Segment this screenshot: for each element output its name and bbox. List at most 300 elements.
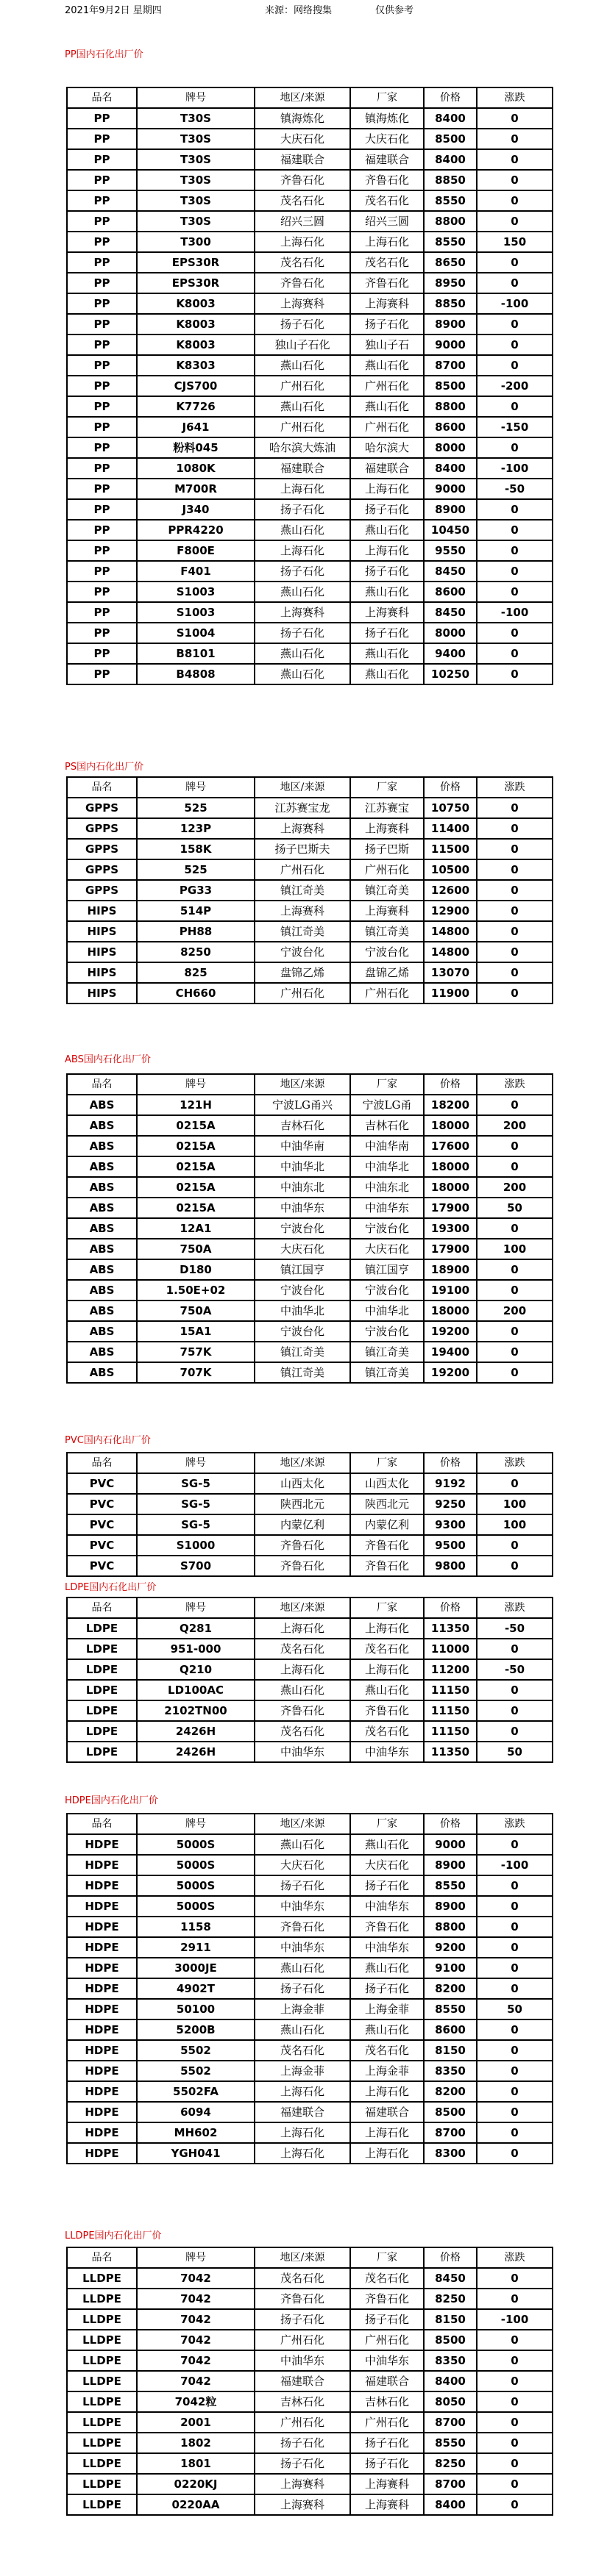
product-cell: GPPS [67, 839, 137, 859]
grade-cell: 0220KJ [137, 2474, 255, 2494]
grade-cell: 7042 [137, 2350, 255, 2371]
change-cell: 0 [477, 129, 553, 149]
grade-cell: 7042 [137, 2371, 255, 2391]
table-header-row [67, 1453, 553, 1473]
maker-cell: 内蒙亿利 [350, 1514, 424, 1535]
table-row [67, 2412, 553, 2433]
maker-cell: 茂名石化 [350, 2040, 424, 2061]
region-cell: 齐鲁石化 [255, 273, 350, 293]
table-row [67, 664, 553, 684]
region-cell: 燕山石化 [255, 2019, 350, 2040]
product-cell: PP [67, 376, 137, 396]
hdpe-section-title: HDPE国内石化出厂价 [65, 1795, 158, 1806]
price-cell: 11400 [424, 818, 477, 839]
change-cell: 0 [477, 1156, 553, 1177]
maker-cell: 茂名石化 [350, 1639, 424, 1659]
table-row [67, 2350, 553, 2371]
maker-cell: 广州石化 [350, 983, 424, 1003]
product-cell: LLDPE [67, 2453, 137, 2474]
change-cell: 200 [477, 1177, 553, 1198]
product-cell: HDPE [67, 1958, 137, 1978]
price-cell: 8500 [424, 2102, 477, 2122]
price-cell: 8300 [424, 2143, 477, 2164]
table-row [67, 2371, 553, 2391]
grade-cell: 0220AA [137, 2494, 255, 2515]
grade-cell: YGH041 [137, 2143, 255, 2164]
change-cell: 150 [477, 232, 553, 252]
product-cell: PP [67, 129, 137, 149]
column-header: 涨跌 [477, 1453, 553, 1473]
price-cell: 8250 [424, 2289, 477, 2309]
change-cell: 0 [477, 170, 553, 190]
price-cell: 11350 [424, 1742, 477, 1762]
change-cell: -200 [477, 376, 553, 396]
price-cell: 11900 [424, 983, 477, 1003]
grade-cell: 12A1 [137, 1218, 255, 1239]
table-row [67, 1999, 553, 2019]
grade-cell: S1003 [137, 602, 255, 623]
grade-cell: 5502FA [137, 2081, 255, 2102]
product-cell: HDPE [67, 2061, 137, 2081]
column-header: 价格 [424, 1814, 477, 1834]
product-cell: LDPE [67, 1659, 137, 1680]
product-cell: HDPE [67, 1978, 137, 1999]
grade-cell: PH88 [137, 921, 255, 942]
table-row [67, 2061, 553, 2081]
change-cell: -50 [477, 1618, 553, 1639]
region-cell: 燕山石化 [255, 1958, 350, 1978]
table-row [67, 479, 553, 499]
region-cell: 大庆石化 [255, 1239, 350, 1259]
grade-cell: 525 [137, 859, 255, 880]
grade-cell: SG-5 [137, 1473, 255, 1494]
change-cell: -100 [477, 293, 553, 314]
change-cell: 0 [477, 2081, 553, 2102]
region-cell: 上海赛科 [255, 901, 350, 921]
price-cell: 8200 [424, 2081, 477, 2102]
region-cell: 扬子石化 [255, 499, 350, 520]
grade-cell: 粉料045 [137, 437, 255, 458]
column-header: 品名 [67, 1074, 137, 1095]
maker-cell: 镇江奇美 [350, 880, 424, 901]
column-header: 价格 [424, 777, 477, 798]
grade-cell: 5000S [137, 1834, 255, 1855]
product-cell: ABS [67, 1136, 137, 1156]
column-header: 厂家 [350, 1453, 424, 1473]
region-cell: 宁波台化 [255, 1218, 350, 1239]
table-row [67, 314, 553, 334]
price-cell: 8600 [424, 2019, 477, 2040]
change-cell: 0 [477, 1700, 553, 1721]
region-cell: 哈尔滨大炼油 [255, 437, 350, 458]
product-cell: LDPE [67, 1639, 137, 1659]
maker-cell: 中油华北 [350, 1300, 424, 1321]
table-row [67, 1239, 553, 1259]
price-cell: 9000 [424, 1834, 477, 1855]
table-row [67, 273, 553, 293]
change-cell: 0 [477, 1834, 553, 1855]
region-cell: 镇江奇美 [255, 880, 350, 901]
grade-cell: 3000JE [137, 1958, 255, 1978]
table-row [67, 1514, 553, 1535]
maker-cell: 上海石化 [350, 540, 424, 561]
region-cell: 广州石化 [255, 983, 350, 1003]
maker-cell: 扬子石化 [350, 623, 424, 643]
region-cell: 齐鲁石化 [255, 2289, 350, 2309]
region-cell: 燕山石化 [255, 643, 350, 664]
region-cell: 上海石化 [255, 1618, 350, 1639]
product-cell: PP [67, 602, 137, 623]
change-cell: 0 [477, 839, 553, 859]
price-cell: 9000 [424, 479, 477, 499]
product-cell: LLDPE [67, 2433, 137, 2453]
change-cell: 0 [477, 314, 553, 334]
region-cell: 吉林石化 [255, 2391, 350, 2412]
table-row [67, 252, 553, 273]
maker-cell: 燕山石化 [350, 643, 424, 664]
maker-cell: 福建联合 [350, 2371, 424, 2391]
table-header-row [67, 2247, 553, 2268]
product-cell: LDPE [67, 1700, 137, 1721]
region-cell: 扬子石化 [255, 1875, 350, 1896]
grade-cell: 1802 [137, 2433, 255, 2453]
column-header: 涨跌 [477, 2247, 553, 2268]
table-row [67, 643, 553, 664]
product-cell: PP [67, 273, 137, 293]
table-row [67, 458, 553, 479]
price-cell: 17900 [424, 1239, 477, 1259]
product-cell: PVC [67, 1514, 137, 1535]
price-cell: 8500 [424, 129, 477, 149]
product-cell: PP [67, 499, 137, 520]
column-header: 涨跌 [477, 1814, 553, 1834]
product-cell: ABS [67, 1362, 137, 1383]
price-cell: 9000 [424, 334, 477, 355]
grade-cell: S1003 [137, 582, 255, 602]
change-cell: 0 [477, 540, 553, 561]
product-cell: LDPE [67, 1618, 137, 1639]
column-header: 厂家 [350, 1598, 424, 1618]
pp-section-title: PP国内石化出厂价 [65, 49, 143, 60]
product-cell: PP [67, 355, 137, 376]
change-cell: 0 [477, 108, 553, 129]
price-cell: 10500 [424, 859, 477, 880]
product-cell: LLDPE [67, 2268, 137, 2289]
table-row [67, 2102, 553, 2122]
column-header: 涨跌 [477, 1598, 553, 1618]
change-cell: 0 [477, 962, 553, 983]
product-cell: LDPE [67, 1721, 137, 1742]
product-cell: ABS [67, 1239, 137, 1259]
price-cell: 19200 [424, 1362, 477, 1383]
maker-cell: 燕山石化 [350, 355, 424, 376]
price-cell: 8650 [424, 252, 477, 273]
maker-cell: 上海石化 [350, 2122, 424, 2143]
region-cell: 扬子石化 [255, 314, 350, 334]
price-cell: 18900 [424, 1259, 477, 1280]
maker-cell: 扬子石化 [350, 314, 424, 334]
price-cell: 13070 [424, 962, 477, 983]
column-header: 厂家 [350, 1814, 424, 1834]
table-row [67, 1342, 553, 1362]
table-row [67, 1721, 553, 1742]
table-row [67, 1875, 553, 1896]
price-cell: 8550 [424, 2433, 477, 2453]
table-row [67, 818, 553, 839]
change-cell: 0 [477, 2019, 553, 2040]
change-cell: 50 [477, 1999, 553, 2019]
maker-cell: 镇江奇美 [350, 921, 424, 942]
region-cell: 福建联合 [255, 149, 350, 170]
maker-cell: 上海赛科 [350, 2494, 424, 2515]
price-cell: 11350 [424, 1618, 477, 1639]
ps-section-title: PS国内石化出厂价 [65, 762, 144, 773]
region-cell: 齐鲁石化 [255, 1556, 350, 1576]
change-cell: 0 [477, 1639, 553, 1659]
price-cell: 8250 [424, 2453, 477, 2474]
region-cell: 广州石化 [255, 2412, 350, 2433]
grade-cell: 2001 [137, 2412, 255, 2433]
region-cell: 盘锦乙烯 [255, 962, 350, 983]
maker-cell: 扬子石化 [350, 561, 424, 582]
price-cell: 8550 [424, 190, 477, 211]
change-cell: 0 [477, 396, 553, 417]
region-cell: 福建联合 [255, 2371, 350, 2391]
region-cell: 上海石化 [255, 232, 350, 252]
region-cell: 宁波台化 [255, 1321, 350, 1342]
change-cell: 0 [477, 211, 553, 232]
grade-cell: 0215A [137, 1156, 255, 1177]
change-cell: 50 [477, 1742, 553, 1762]
maker-cell: 广州石化 [350, 376, 424, 396]
column-header: 地区/来源 [255, 1074, 350, 1095]
price-cell: 11200 [424, 1659, 477, 1680]
change-cell: 0 [477, 1280, 553, 1300]
maker-cell: 独山子石 [350, 334, 424, 355]
price-cell: 19100 [424, 1280, 477, 1300]
region-cell: 上海金菲 [255, 1999, 350, 2019]
maker-cell: 江苏赛宝 [350, 798, 424, 818]
grade-cell: 5200B [137, 2019, 255, 2040]
region-cell: 中油华东 [255, 2350, 350, 2371]
maker-cell: 吉林石化 [350, 2391, 424, 2412]
region-cell: 上海赛科 [255, 2494, 350, 2515]
table-row [67, 1958, 553, 1978]
table-row [67, 1937, 553, 1958]
column-header: 地区/来源 [255, 1814, 350, 1834]
price-cell: 9200 [424, 1937, 477, 1958]
price-cell: 12900 [424, 901, 477, 921]
product-cell: ABS [67, 1342, 137, 1362]
region-cell: 燕山石化 [255, 520, 350, 540]
grade-cell: S700 [137, 1556, 255, 1576]
price-cell: 18200 [424, 1095, 477, 1115]
price-cell: 11000 [424, 1639, 477, 1659]
region-cell: 镇江奇美 [255, 1362, 350, 1383]
change-cell: 0 [477, 880, 553, 901]
table-row [67, 1855, 553, 1875]
column-header: 地区/来源 [255, 1598, 350, 1618]
table-row [67, 1896, 553, 1917]
region-cell: 镇江国亨 [255, 1259, 350, 1280]
change-cell: -50 [477, 479, 553, 499]
product-cell: PVC [67, 1473, 137, 1494]
grade-cell: CJS700 [137, 376, 255, 396]
price-cell: 8600 [424, 582, 477, 602]
price-cell: 8800 [424, 396, 477, 417]
grade-cell: T30S [137, 149, 255, 170]
table-row [67, 149, 553, 170]
grade-cell: 50100 [137, 1999, 255, 2019]
maker-cell: 镇江奇美 [350, 1362, 424, 1383]
maker-cell: 中油华东 [350, 1198, 424, 1218]
price-cell: 18000 [424, 1300, 477, 1321]
price-cell: 17600 [424, 1136, 477, 1156]
report-note: 仅供参考 [375, 5, 414, 16]
change-cell: 50 [477, 1198, 553, 1218]
grade-cell: T30S [137, 108, 255, 129]
table-row [67, 1742, 553, 1762]
product-cell: HIPS [67, 901, 137, 921]
region-cell: 茂名石化 [255, 2040, 350, 2061]
table-row [67, 1280, 553, 1300]
grade-cell: K7726 [137, 396, 255, 417]
table-row [67, 2019, 553, 2040]
grade-cell: 0215A [137, 1177, 255, 1198]
change-cell: 0 [477, 901, 553, 921]
grade-cell: 7042 [137, 2268, 255, 2289]
product-cell: PP [67, 437, 137, 458]
product-cell: PP [67, 334, 137, 355]
region-cell: 广州石化 [255, 417, 350, 437]
maker-cell: 山西太化 [350, 1473, 424, 1494]
maker-cell: 上海石化 [350, 2081, 424, 2102]
change-cell: 0 [477, 520, 553, 540]
table-row [67, 2474, 553, 2494]
table-row [67, 1834, 553, 1855]
maker-cell: 大庆石化 [350, 1855, 424, 1875]
change-cell: -100 [477, 458, 553, 479]
grade-cell: K8003 [137, 314, 255, 334]
region-cell: 茂名石化 [255, 252, 350, 273]
region-cell: 福建联合 [255, 458, 350, 479]
grade-cell: D180 [137, 1259, 255, 1280]
column-header: 涨跌 [477, 777, 553, 798]
table-header-row [67, 1814, 553, 1834]
product-cell: LLDPE [67, 2391, 137, 2412]
grade-cell: K8003 [137, 293, 255, 314]
grade-cell: Q210 [137, 1659, 255, 1680]
maker-cell: 燕山石化 [350, 520, 424, 540]
table-row [67, 1473, 553, 1494]
maker-cell: 大庆石化 [350, 129, 424, 149]
product-cell: ABS [67, 1300, 137, 1321]
grade-cell: 8250 [137, 942, 255, 962]
table-row [67, 1177, 553, 1198]
table-header-row [67, 777, 553, 798]
product-cell: PP [67, 561, 137, 582]
column-header: 厂家 [350, 1074, 424, 1095]
price-cell: 8850 [424, 293, 477, 314]
grade-cell: T30S [137, 129, 255, 149]
change-cell: 0 [477, 1342, 553, 1362]
price-cell: 19400 [424, 1342, 477, 1362]
grade-cell: 750A [137, 1300, 255, 1321]
product-cell: PP [67, 623, 137, 643]
table-row [67, 2122, 553, 2143]
maker-cell: 中油华南 [350, 1136, 424, 1156]
maker-cell: 镇江国亨 [350, 1259, 424, 1280]
price-cell: 9192 [424, 1473, 477, 1494]
grade-cell: 5000S [137, 1855, 255, 1875]
table-row [67, 1259, 553, 1280]
table-row [67, 437, 553, 458]
region-cell: 上海石化 [255, 2122, 350, 2143]
change-cell: 0 [477, 2350, 553, 2371]
price-cell: 8900 [424, 499, 477, 520]
region-cell: 宁波台化 [255, 942, 350, 962]
change-cell: 0 [477, 2474, 553, 2494]
change-cell: 0 [477, 983, 553, 1003]
price-cell: 8700 [424, 2474, 477, 2494]
maker-cell: 宁波LG甬 [350, 1095, 424, 1115]
table-row [67, 1362, 553, 1383]
column-header: 价格 [424, 87, 477, 108]
region-cell: 燕山石化 [255, 664, 350, 684]
region-cell: 中油华东 [255, 1198, 350, 1218]
lldpe-section-title: LLDPE国内石化出厂价 [65, 2230, 162, 2242]
change-cell: 0 [477, 921, 553, 942]
region-cell: 广州石化 [255, 376, 350, 396]
region-cell: 燕山石化 [255, 1680, 350, 1700]
product-cell: LLDPE [67, 2350, 137, 2371]
table-row [67, 839, 553, 859]
table-row [67, 1917, 553, 1937]
region-cell: 茂名石化 [255, 1639, 350, 1659]
region-cell: 上海石化 [255, 479, 350, 499]
product-cell: GPPS [67, 880, 137, 901]
change-cell: 100 [477, 1239, 553, 1259]
grade-cell: 951-000 [137, 1639, 255, 1659]
product-cell: HDPE [67, 2040, 137, 2061]
column-header: 地区/来源 [255, 777, 350, 798]
table-row [67, 417, 553, 437]
grade-cell: 757K [137, 1342, 255, 1362]
price-cell: 14800 [424, 921, 477, 942]
maker-cell: 齐鲁石化 [350, 2289, 424, 2309]
table-row [67, 1978, 553, 1999]
table-row [67, 2268, 553, 2289]
ldpe-section-title: LDPE国内石化出厂价 [65, 1582, 157, 1593]
price-cell: 8000 [424, 437, 477, 458]
grade-cell: 2426H [137, 1742, 255, 1762]
change-cell: 0 [477, 2268, 553, 2289]
table-row [67, 1494, 553, 1514]
change-cell: 0 [477, 2330, 553, 2350]
product-cell: HDPE [67, 1937, 137, 1958]
maker-cell: 上海石化 [350, 232, 424, 252]
change-cell: 0 [477, 798, 553, 818]
grade-cell: S1000 [137, 1535, 255, 1556]
column-header: 牌号 [137, 87, 255, 108]
change-cell: 0 [477, 643, 553, 664]
product-cell: PP [67, 149, 137, 170]
region-cell: 扬子石化 [255, 2433, 350, 2453]
maker-cell: 广州石化 [350, 2412, 424, 2433]
region-cell: 上海赛科 [255, 2474, 350, 2494]
table-row [67, 1115, 553, 1136]
table-row [67, 2391, 553, 2412]
